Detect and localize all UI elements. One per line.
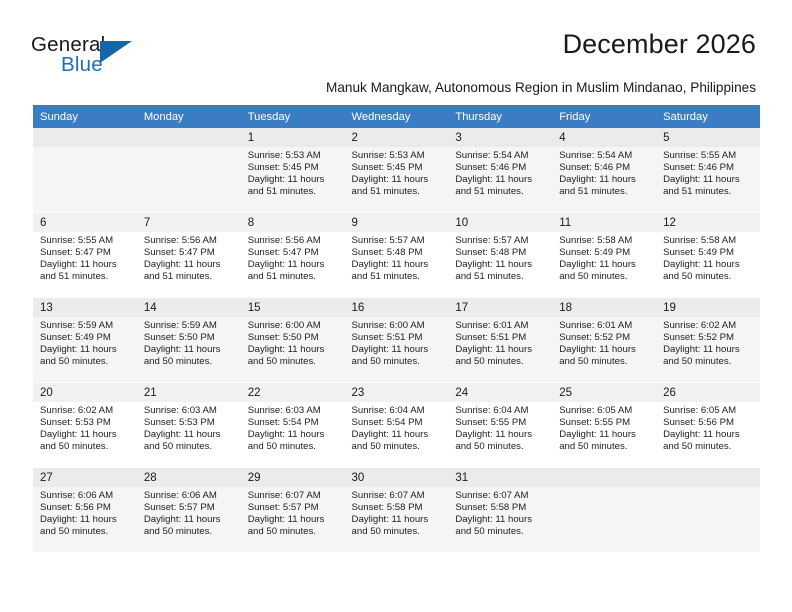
day-cell-inner <box>345 128 449 212</box>
calendar-day-cell[interactable] <box>137 383 241 468</box>
calendar-day-cell[interactable] <box>656 128 760 213</box>
day-cell-inner <box>448 128 552 212</box>
day-sun-info <box>33 487 137 538</box>
day-sun-info <box>552 402 656 453</box>
day-cell-inner <box>33 468 137 552</box>
calendar-day-cell[interactable] <box>33 213 137 298</box>
day-sun-info <box>448 487 552 538</box>
day-cell-inner <box>552 213 656 297</box>
day-number: 22 <box>241 383 345 402</box>
day-sun-info <box>656 317 760 368</box>
day-cell-inner <box>33 383 137 467</box>
calendar-day-cell-empty <box>33 128 137 213</box>
sunrise-text: Sunrise: 6:05 AM <box>559 405 633 416</box>
sunrise-text: Sunrise: 5:53 AM <box>351 150 425 161</box>
day-number: 26 <box>656 383 760 402</box>
triangle-flag-icon <box>100 41 132 63</box>
sunrise-text: Sunrise: 5:59 AM <box>40 320 114 331</box>
sunset-text: Sunset: 5:47 PM <box>143 247 215 259</box>
day-number: 17 <box>448 298 552 317</box>
day-cell-inner <box>345 213 449 297</box>
sunset-text: Sunset: 5:49 PM <box>559 247 631 259</box>
day-number: 6 <box>33 213 137 232</box>
sunset-text: Sunset: 5:54 PM <box>351 417 423 429</box>
calendar-week-row <box>33 128 760 213</box>
day-cell-inner <box>345 468 449 552</box>
day-number: 25 <box>552 383 656 402</box>
location-subtitle: Manuk Mangkaw, Autonomous Region in Muslim Mindanao, Philippines <box>326 80 756 95</box>
daylight-text: Daylight: 11 hours and 50 minutes. <box>247 429 325 453</box>
day-number: 4 <box>552 128 656 147</box>
calendar-day-cell[interactable] <box>33 298 137 383</box>
day-number <box>552 468 656 487</box>
day-sun-info <box>345 487 449 538</box>
day-cell-inner <box>656 383 760 467</box>
day-sun-info <box>137 402 241 453</box>
sunrise-text: Sunrise: 6:02 AM <box>663 320 737 331</box>
calendar-day-cell[interactable] <box>448 468 552 553</box>
calendar-day-cell[interactable] <box>137 468 241 553</box>
daylight-text: Daylight: 11 hours and 51 minutes. <box>351 174 429 198</box>
sunset-text: Sunset: 5:56 PM <box>40 502 111 514</box>
daylight-text: Daylight: 11 hours and 50 minutes. <box>455 429 532 453</box>
day-number: 28 <box>137 468 241 487</box>
day-cell-inner <box>137 383 241 467</box>
day-cell-inner <box>448 298 552 382</box>
weekday-header-monday: Monday <box>137 105 241 128</box>
day-sun-info <box>33 232 137 283</box>
calendar-day-cell[interactable] <box>552 383 656 468</box>
calendar-day-cell[interactable] <box>448 128 552 213</box>
sunrise-text: Sunrise: 5:56 AM <box>143 235 217 246</box>
calendar-day-cell[interactable] <box>345 468 449 553</box>
daylight-text: Daylight: 11 hours and 50 minutes. <box>559 344 636 368</box>
daylight-text: Daylight: 11 hours and 50 minutes. <box>40 344 117 368</box>
sunrise-text: Sunrise: 6:07 AM <box>247 490 321 501</box>
weekday-header-thursday: Thursday <box>448 105 552 128</box>
day-number: 9 <box>345 213 449 232</box>
sunrise-text: Sunrise: 6:07 AM <box>455 490 529 501</box>
day-sun-info <box>448 402 552 453</box>
day-sun-info <box>241 487 345 538</box>
weekday-header-tuesday: Tuesday <box>241 105 345 128</box>
sunset-text: Sunset: 5:57 PM <box>143 502 215 514</box>
sunrise-text: Sunrise: 6:01 AM <box>455 320 529 331</box>
sunrise-text: Sunrise: 6:02 AM <box>40 405 114 416</box>
daylight-text: Daylight: 11 hours and 50 minutes. <box>40 514 117 538</box>
daylight-text: Daylight: 11 hours and 51 minutes. <box>663 174 740 198</box>
day-sun-info <box>345 317 449 368</box>
day-cell-inner <box>241 468 345 552</box>
day-cell-inner <box>137 128 241 212</box>
weekday-header-wednesday: Wednesday <box>345 105 449 128</box>
day-cell-inner <box>552 128 656 212</box>
sunset-text: Sunset: 5:50 PM <box>247 332 319 344</box>
calendar-day-cell[interactable] <box>552 213 656 298</box>
sunrise-text: Sunrise: 5:55 AM <box>40 235 114 246</box>
calendar-day-cell[interactable] <box>241 383 345 468</box>
calendar-day-cell[interactable] <box>345 383 449 468</box>
sunset-text: Sunset: 5:58 PM <box>351 502 423 514</box>
sunset-text: Sunset: 5:57 PM <box>247 502 319 514</box>
day-sun-info <box>33 317 137 368</box>
weekday-header-sunday: Sunday <box>33 105 137 128</box>
calendar-day-cell-empty <box>656 468 760 553</box>
sunrise-text: Sunrise: 5:54 AM <box>559 150 633 161</box>
calendar-week-row <box>33 298 760 383</box>
calendar-day-cell[interactable] <box>241 468 345 553</box>
sunset-text: Sunset: 5:55 PM <box>559 417 631 429</box>
sunset-text: Sunset: 5:45 PM <box>351 162 423 174</box>
day-number: 30 <box>345 468 449 487</box>
daylight-text: Daylight: 11 hours and 50 minutes. <box>455 514 532 538</box>
day-cell-inner <box>345 298 449 382</box>
calendar-day-cell[interactable] <box>241 128 345 213</box>
day-cell-inner <box>345 383 449 467</box>
day-cell-inner <box>137 213 241 297</box>
calendar-week-row <box>33 383 760 468</box>
day-cell-inner <box>448 383 552 467</box>
sunset-text: Sunset: 5:55 PM <box>455 417 527 429</box>
calendar-day-cell[interactable] <box>33 383 137 468</box>
day-sun-info <box>656 402 760 453</box>
day-cell-inner <box>241 383 345 467</box>
day-sun-info <box>448 317 552 368</box>
page-header <box>0 0 792 95</box>
sunrise-text: Sunrise: 6:05 AM <box>663 405 737 416</box>
daylight-text: Daylight: 11 hours and 50 minutes. <box>663 344 740 368</box>
day-number: 15 <box>241 298 345 317</box>
daylight-text: Daylight: 11 hours and 51 minutes. <box>247 174 325 198</box>
calendar-week-row <box>33 468 760 553</box>
daylight-text: Daylight: 11 hours and 51 minutes. <box>40 259 117 283</box>
daylight-text: Daylight: 11 hours and 50 minutes. <box>351 344 429 368</box>
sunset-text: Sunset: 5:49 PM <box>663 247 734 259</box>
sunrise-text: Sunrise: 5:56 AM <box>247 235 321 246</box>
day-cell-inner <box>552 383 656 467</box>
sunrise-text: Sunrise: 6:03 AM <box>247 405 321 416</box>
day-sun-info <box>345 232 449 283</box>
day-cell-inner <box>448 213 552 297</box>
sunset-text: Sunset: 5:48 PM <box>455 247 527 259</box>
day-cell-inner <box>137 298 241 382</box>
day-sun-info <box>656 147 760 198</box>
sunset-text: Sunset: 5:47 PM <box>247 247 319 259</box>
day-number: 8 <box>241 213 345 232</box>
calendar-week-row <box>33 213 760 298</box>
daylight-text: Daylight: 11 hours and 50 minutes. <box>455 344 532 368</box>
sunrise-text: Sunrise: 6:06 AM <box>143 490 217 501</box>
calendar-day-cell[interactable] <box>656 213 760 298</box>
day-cell-inner <box>241 213 345 297</box>
day-number: 23 <box>345 383 449 402</box>
day-sun-info <box>552 232 656 283</box>
sunrise-text: Sunrise: 6:07 AM <box>351 490 425 501</box>
calendar-day-cell[interactable] <box>552 298 656 383</box>
day-number: 18 <box>552 298 656 317</box>
day-number: 20 <box>33 383 137 402</box>
day-cell-inner <box>656 468 760 552</box>
daylight-text: Daylight: 11 hours and 50 minutes. <box>143 514 221 538</box>
sunset-text: Sunset: 5:49 PM <box>40 332 111 344</box>
day-number: 5 <box>656 128 760 147</box>
calendar-day-cell[interactable] <box>241 213 345 298</box>
daylight-text: Daylight: 11 hours and 50 minutes. <box>40 429 117 453</box>
day-number: 3 <box>448 128 552 147</box>
day-cell-inner <box>656 213 760 297</box>
daylight-text: Daylight: 11 hours and 50 minutes. <box>247 514 325 538</box>
day-sun-info <box>137 487 241 538</box>
sunset-text: Sunset: 5:48 PM <box>351 247 423 259</box>
day-number: 12 <box>656 213 760 232</box>
day-cell-inner <box>241 298 345 382</box>
daylight-text: Daylight: 11 hours and 50 minutes. <box>559 259 636 283</box>
day-number: 14 <box>137 298 241 317</box>
sunrise-text: Sunrise: 5:59 AM <box>143 320 217 331</box>
sunrise-text: Sunrise: 6:00 AM <box>351 320 425 331</box>
sunset-text: Sunset: 5:46 PM <box>559 162 631 174</box>
sunset-text: Sunset: 5:45 PM <box>247 162 319 174</box>
sunrise-text: Sunrise: 5:58 AM <box>559 235 633 246</box>
sunset-text: Sunset: 5:46 PM <box>455 162 527 174</box>
day-number: 19 <box>656 298 760 317</box>
sunrise-text: Sunrise: 6:04 AM <box>455 405 529 416</box>
day-number: 24 <box>448 383 552 402</box>
day-sun-info <box>241 147 345 198</box>
calendar-day-cell[interactable] <box>137 298 241 383</box>
day-sun-info <box>241 232 345 283</box>
generalblue-logo[interactable] <box>31 33 161 77</box>
day-sun-info <box>345 147 449 198</box>
day-sun-info <box>552 317 656 368</box>
day-number <box>33 128 137 147</box>
calendar-day-cell[interactable] <box>33 468 137 553</box>
day-number: 11 <box>552 213 656 232</box>
daylight-text: Daylight: 11 hours and 50 minutes. <box>663 429 740 453</box>
sunset-text: Sunset: 5:52 PM <box>663 332 734 344</box>
daylight-text: Daylight: 11 hours and 51 minutes. <box>455 259 532 283</box>
day-cell-inner <box>33 298 137 382</box>
sunrise-sunset-calendar <box>33 105 760 553</box>
calendar-header-row <box>33 105 760 128</box>
calendar-day-cell-empty <box>137 128 241 213</box>
day-sun-info <box>137 232 241 283</box>
day-cell-inner <box>656 298 760 382</box>
day-number: 31 <box>448 468 552 487</box>
sunset-text: Sunset: 5:58 PM <box>455 502 527 514</box>
sunset-text: Sunset: 5:53 PM <box>143 417 215 429</box>
daylight-text: Daylight: 11 hours and 50 minutes. <box>663 259 740 283</box>
calendar-day-cell[interactable] <box>552 128 656 213</box>
day-cell-inner <box>448 468 552 552</box>
daylight-text: Daylight: 11 hours and 50 minutes. <box>247 344 325 368</box>
sunrise-text: Sunrise: 5:58 AM <box>663 235 737 246</box>
weekday-header-saturday: Saturday <box>656 105 760 128</box>
daylight-text: Daylight: 11 hours and 50 minutes. <box>143 429 221 453</box>
calendar-day-cell-empty <box>552 468 656 553</box>
day-cell-inner <box>552 298 656 382</box>
sunset-text: Sunset: 5:52 PM <box>559 332 631 344</box>
day-sun-info <box>137 317 241 368</box>
day-sun-info <box>656 232 760 283</box>
day-cell-inner <box>33 128 137 212</box>
day-sun-info <box>33 402 137 453</box>
sunset-text: Sunset: 5:51 PM <box>351 332 423 344</box>
day-sun-info <box>345 402 449 453</box>
day-number: 7 <box>137 213 241 232</box>
day-sun-info <box>552 147 656 198</box>
sunrise-text: Sunrise: 5:53 AM <box>247 150 321 161</box>
day-number: 10 <box>448 213 552 232</box>
day-cell-inner <box>241 128 345 212</box>
day-number <box>137 128 241 147</box>
calendar-day-cell[interactable] <box>345 128 449 213</box>
daylight-text: Daylight: 11 hours and 51 minutes. <box>143 259 221 283</box>
day-cell-inner <box>137 468 241 552</box>
daylight-text: Daylight: 11 hours and 51 minutes. <box>559 174 636 198</box>
sunset-text: Sunset: 5:51 PM <box>455 332 527 344</box>
day-number <box>656 468 760 487</box>
day-number: 21 <box>137 383 241 402</box>
calendar-day-cell[interactable] <box>448 213 552 298</box>
day-sun-info <box>241 317 345 368</box>
day-sun-info <box>448 232 552 283</box>
daylight-text: Daylight: 11 hours and 50 minutes. <box>559 429 636 453</box>
page-title: December 2026 <box>562 29 756 59</box>
daylight-text: Daylight: 11 hours and 51 minutes. <box>455 174 532 198</box>
logo-text-general: General <box>31 33 106 56</box>
weekday-header-friday: Friday <box>552 105 656 128</box>
day-number: 13 <box>33 298 137 317</box>
sunrise-text: Sunrise: 6:06 AM <box>40 490 114 501</box>
calendar-day-cell[interactable] <box>137 213 241 298</box>
day-cell-inner <box>33 213 137 297</box>
calendar-day-cell[interactable] <box>448 298 552 383</box>
calendar-body <box>33 128 760 553</box>
day-sun-info <box>241 402 345 453</box>
daylight-text: Daylight: 11 hours and 51 minutes. <box>247 259 325 283</box>
sunrise-text: Sunrise: 6:01 AM <box>559 320 633 331</box>
day-sun-info <box>448 147 552 198</box>
day-number: 1 <box>241 128 345 147</box>
logo-text-blue: Blue <box>61 53 103 76</box>
calendar-day-cell[interactable] <box>448 383 552 468</box>
daylight-text: Daylight: 11 hours and 50 minutes. <box>351 514 429 538</box>
sunset-text: Sunset: 5:47 PM <box>40 247 111 259</box>
sunrise-text: Sunrise: 5:57 AM <box>455 235 529 246</box>
sunset-text: Sunset: 5:54 PM <box>247 417 319 429</box>
sunset-text: Sunset: 5:53 PM <box>40 417 111 429</box>
daylight-text: Daylight: 11 hours and 50 minutes. <box>351 429 429 453</box>
calendar-day-cell[interactable] <box>656 298 760 383</box>
sunrise-text: Sunrise: 5:57 AM <box>351 235 425 246</box>
calendar-day-cell[interactable] <box>345 213 449 298</box>
daylight-text: Daylight: 11 hours and 51 minutes. <box>351 259 429 283</box>
day-cell-inner <box>552 468 656 552</box>
sunrise-text: Sunrise: 6:00 AM <box>247 320 321 331</box>
sunset-text: Sunset: 5:46 PM <box>663 162 734 174</box>
calendar-day-cell[interactable] <box>241 298 345 383</box>
day-number: 29 <box>241 468 345 487</box>
sunrise-text: Sunrise: 6:03 AM <box>143 405 217 416</box>
sunrise-text: Sunrise: 6:04 AM <box>351 405 425 416</box>
sunset-text: Sunset: 5:50 PM <box>143 332 215 344</box>
day-number: 16 <box>345 298 449 317</box>
sunrise-text: Sunrise: 5:55 AM <box>663 150 737 161</box>
calendar-day-cell[interactable] <box>656 383 760 468</box>
sunset-text: Sunset: 5:56 PM <box>663 417 734 429</box>
sunrise-text: Sunrise: 5:54 AM <box>455 150 529 161</box>
calendar-day-cell[interactable] <box>345 298 449 383</box>
daylight-text: Daylight: 11 hours and 50 minutes. <box>143 344 221 368</box>
day-number: 2 <box>345 128 449 147</box>
day-cell-inner <box>656 128 760 212</box>
day-number: 27 <box>33 468 137 487</box>
